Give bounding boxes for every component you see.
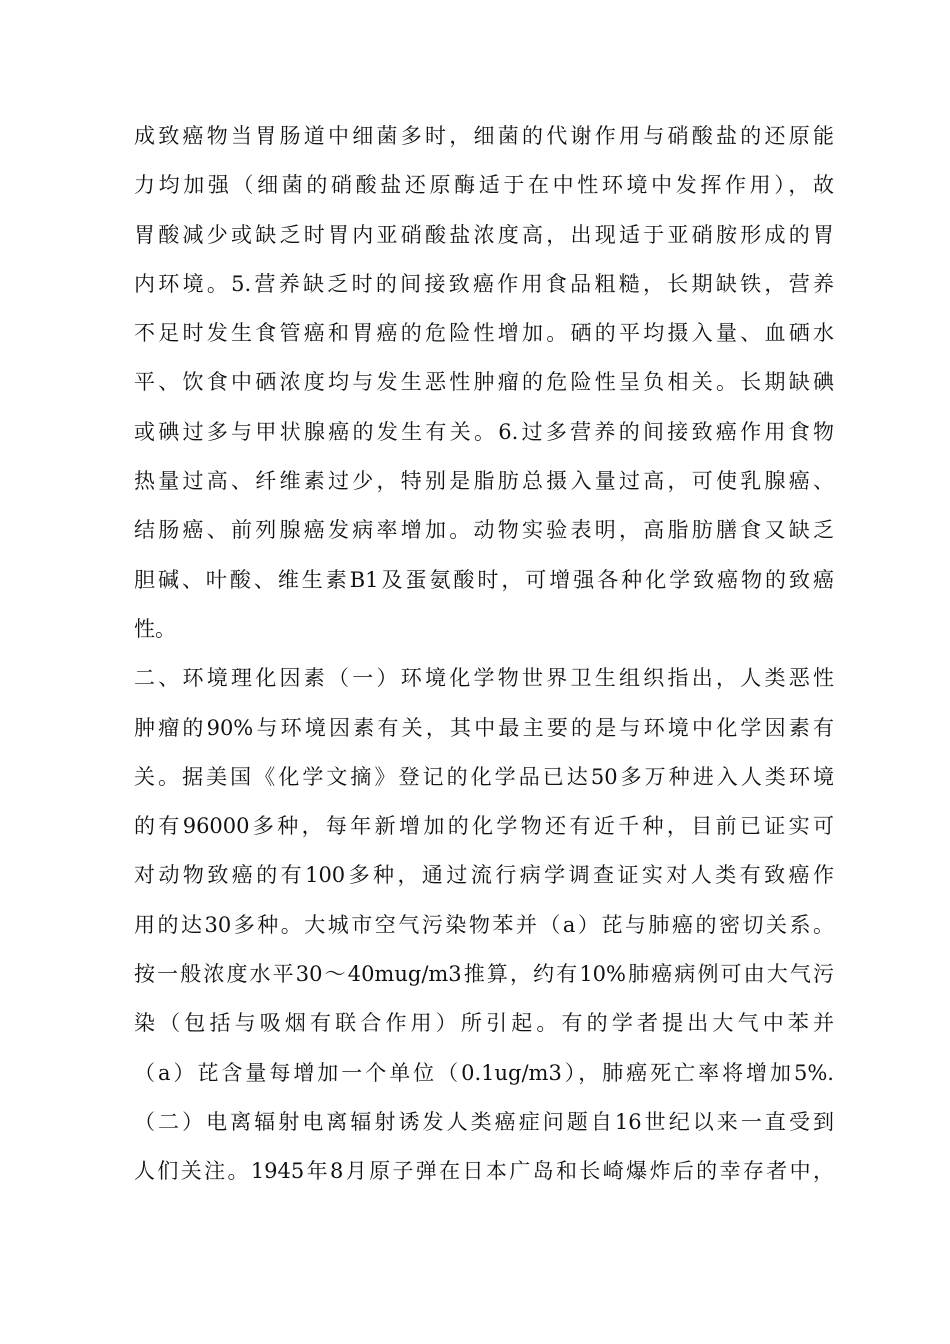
text-line: 染（包括与吸烟有联合作用）所引起。有的学者提出大气中苯并 <box>134 1011 834 1036</box>
body-text <box>134 112 834 1197</box>
text-line: （二）电离辐射电离辐射诱发人类癌症问题自16世纪以来一直受到 <box>134 1109 834 1134</box>
text-line: 用的达30多种。大城市空气污染物苯并（a）芘与肺癌的密切关系。 <box>134 912 834 937</box>
text-line: 二、环境理化因素（一）环境化学物世界卫生组织指出，人类恶性 <box>134 666 834 691</box>
text-line: （a）芘含量每增加一个单位（0.1ug/m3），肺癌死亡率将增加5%. <box>134 1060 834 1085</box>
text-line: 结肠癌、前列腺癌发病率增加。动物实验表明，高脂肪膳食又缺乏 <box>134 518 834 543</box>
text-line: 性。 <box>134 616 176 641</box>
text-line: 按一般浓度水平30～40mug/m3推算，约有10%肺癌病例可由大气污 <box>134 962 834 987</box>
text-line: 热量过高、纤维素过少，特别是脂肪总摄入量过高，可使乳腺癌、 <box>134 469 834 494</box>
text-line: 力均加强（细菌的硝酸盐还原酶适于在中性环境中发挥作用），故 <box>134 173 834 198</box>
text-line: 成致癌物当胃肠道中细菌多时，细菌的代谢作用与硝酸盐的还原能 <box>134 124 834 148</box>
text-line: 胆碱、叶酸、维生素B1及蛋氨酸时，可增强各种化学致癌物的致癌 <box>134 567 834 592</box>
text-line: 或碘过多与甲状腺癌的发生有关。6.过多营养的间接致癌作用食物 <box>134 419 834 444</box>
text-line: 肿瘤的90%与环境因素有关，其中最主要的是与环境中化学因素有 <box>134 715 834 740</box>
text-line: 的有96000多种，每年新增加的化学物还有近千种，目前已证实可 <box>134 814 834 839</box>
text-line: 胃酸减少或缺乏时胃内亚硝酸盐浓度高，出现适于亚硝胺形成的胃 <box>134 222 834 247</box>
text-line: 人们关注。1945年8月原子弹在日本广岛和长崎爆炸后的幸存者中， <box>134 1159 834 1184</box>
text-line: 内环境。5.营养缺乏时的间接致癌作用食品粗糙，长期缺铁，营养 <box>134 271 834 296</box>
text-line: 对动物致癌的有100多种，通过流行病学调查证实对人类有致癌作 <box>134 863 834 888</box>
text-line: 关。据美国《化学文摘》登记的化学品已达50多万种进入人类环境 <box>134 764 834 789</box>
text-line: 平、饮食中硒浓度均与发生恶性肿瘤的危险性呈负相关。长期缺碘 <box>134 370 834 395</box>
text-line: 不足时发生食管癌和胃癌的危险性增加。硒的平均摄入量、血硒水 <box>134 321 834 346</box>
